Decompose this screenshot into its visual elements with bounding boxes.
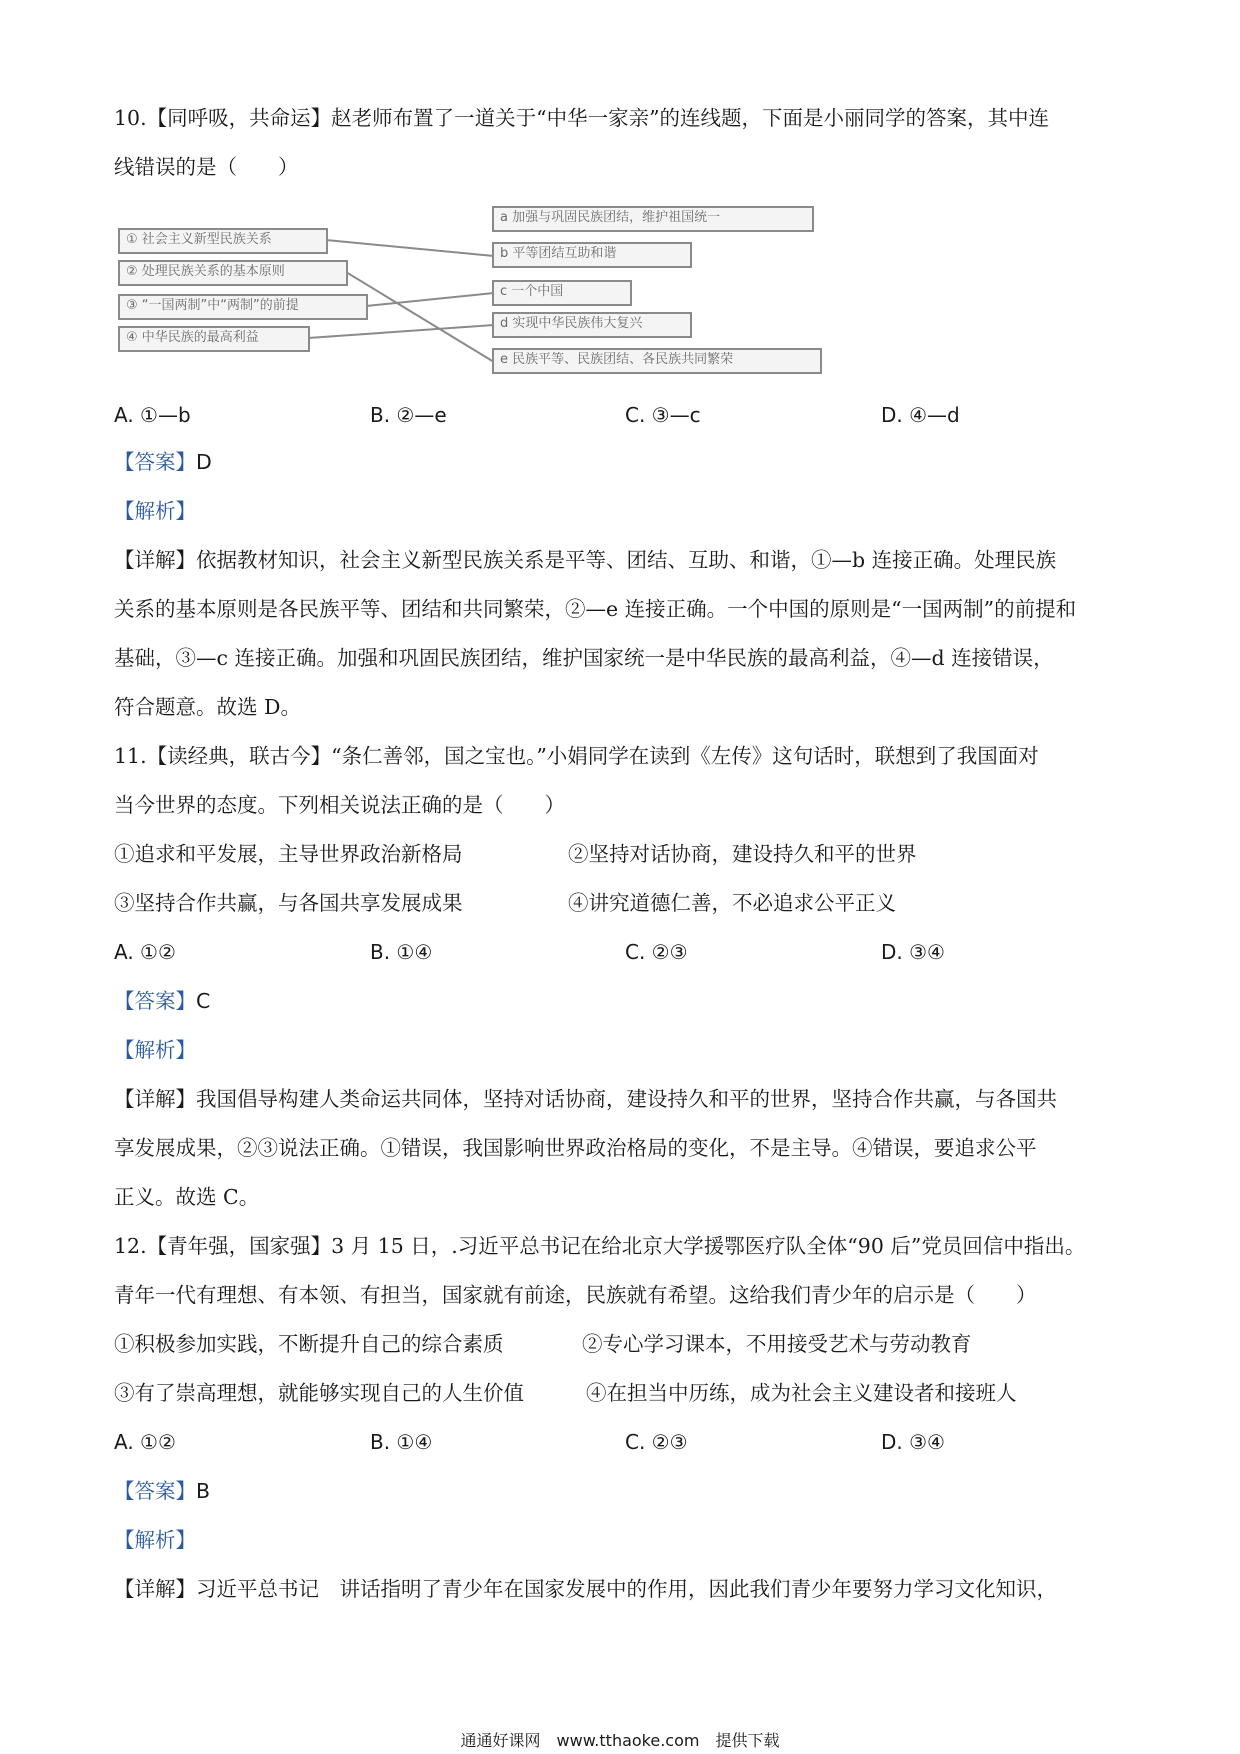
answer-label: 【答案】 — [114, 1479, 196, 1503]
q11-detail-line1 — [114, 1084, 1057, 1114]
q12-statement-3: ③有了崇高理想，就能够实现自己的人生价值 — [114, 1381, 524, 1405]
q10-option-b: B. ②—e — [370, 403, 447, 427]
q12-stem-line1: 12.【青年强，国家强】3 月 15 日，.习近平总书记在给北京大学援鄂医疗队全体“90 后”党员回信中指出。 — [114, 1234, 1086, 1258]
q12-detail-line1 — [114, 1574, 1057, 1604]
q10-analysis — [114, 496, 196, 526]
q10-option-c: C. ③—c — [625, 403, 701, 427]
detail-text: 习近平总书记 讲话指明了青少年在国家发展中的作用，因此我们青少年要努力学习文化知识， — [196, 1577, 1057, 1601]
left-item-1: ① 社会主义新型民族关系 — [118, 228, 328, 254]
answer-value: B — [196, 1479, 211, 1503]
q12-option-b: B. ①④ — [370, 1430, 433, 1454]
q11-statement-1: ①追求和平发展，主导世界政治新格局 — [114, 842, 463, 866]
q12-stem-line2: 青年一代有理想、有本领、有担当，国家就有前途，民族就有希望。这给我们青少年的启示是（ ） — [114, 1283, 1037, 1307]
right-item-e: e 民族平等、民族团结、各民族共同繁荣 — [492, 348, 822, 374]
q11-statement-4: ④讲究道德仁善，不必追求公平正义 — [568, 891, 896, 915]
link-2-e — [346, 272, 494, 362]
q11-stem-line2: 当今世界的态度。下列相关说法正确的是（ ） — [114, 793, 565, 817]
answer-value: D — [196, 450, 212, 474]
q12-analysis — [114, 1525, 196, 1555]
q10-stem-line1: 10.【同呼吸，共命运】赵老师布置了一道关于“中华一家亲”的连线题，下面是小丽同学的答案，其中连 — [114, 106, 1050, 130]
q11-answer — [114, 986, 210, 1016]
left-item-3: ③ “一国两制”中“两制”的前提 — [118, 294, 368, 320]
q12-option-d: D. ③④ — [881, 1430, 945, 1454]
q12-statement-2: ②专心学习课本，不用接受艺术与劳动教育 — [582, 1332, 972, 1356]
right-item-a: a 加强与巩固民族团结，维护祖国统一 — [492, 206, 814, 232]
answer-label: 【答案】 — [114, 450, 196, 474]
q10-answer — [114, 447, 212, 477]
q10-option-d: D. ④—d — [881, 403, 960, 427]
answer-value: C — [196, 989, 211, 1013]
right-item-b: b 平等团结互助和谐 — [492, 242, 692, 268]
q11-option-d: D. ③④ — [881, 940, 945, 964]
q10-option-a: A. ①—b — [114, 403, 191, 427]
q12-statement-1: ①积极参加实践，不断提升自己的综合素质 — [114, 1332, 504, 1356]
detail-label: 【详解】 — [114, 1087, 196, 1111]
detail-label: 【详解】 — [114, 548, 196, 572]
answer-label: 【答案】 — [114, 989, 196, 1013]
analysis-label: 【解析】 — [114, 499, 196, 523]
page-footer: 通通好课网 www.tthaoke.com 提供下载 — [460, 1731, 780, 1750]
q10-detail-line3: 基础，③—c 连接正确。加强和巩固民族团结，维护国家统一是中华民族的最高利益，④—d 连接错误， — [114, 646, 1054, 670]
right-item-c: c 一个中国 — [492, 280, 632, 306]
link-1-b — [326, 240, 494, 256]
link-4-d — [308, 325, 494, 338]
left-item-2: ② 处理民族关系的基本原则 — [118, 260, 348, 286]
detail-text: 我国倡导构建人类命运共同体，坚持对话协商，建设持久和平的世界，坚持合作共赢，与各国共 — [196, 1087, 1057, 1111]
q11-statement-3: ③坚持合作共赢，与各国共享发展成果 — [114, 891, 463, 915]
q11-analysis — [114, 1035, 196, 1065]
q10-detail-line2: 关系的基本原则是各民族平等、团结和共同繁荣，②—e 连接正确。一个中国的原则是“一国两制”的前提和 — [114, 597, 1077, 621]
analysis-label: 【解析】 — [114, 1528, 196, 1552]
q11-detail-line3: 正义。故选 C。 — [114, 1185, 260, 1209]
matching-diagram — [114, 192, 826, 382]
q11-option-a: A. ①② — [114, 940, 176, 964]
q11-option-b: B. ①④ — [370, 940, 433, 964]
detail-text: 依据教材知识，社会主义新型民族关系是平等、团结、互助、和谐，①—b 连接正确。处理民族 — [196, 548, 1057, 572]
q11-stem-line1: 11.【读经典，联古今】“条仁善邻，国之宝也。”小娟同学在读到《左传》这句话时，联想到了我国面对 — [114, 744, 1039, 768]
q11-statement-2: ②坚持对话协商，建设持久和平的世界 — [568, 842, 917, 866]
right-item-d: d 实现中华民族伟大复兴 — [492, 312, 692, 338]
q11-detail-line2: 享发展成果，②③说法正确。①错误，我国影响世界政治格局的变化，不是主导。④错误，要追求公平 — [114, 1136, 1037, 1160]
q12-statement-4: ④在担当中历练，成为社会主义建设者和接班人 — [586, 1381, 1017, 1405]
q12-option-a: A. ①② — [114, 1430, 176, 1454]
q12-answer — [114, 1476, 210, 1506]
detail-label: 【详解】 — [114, 1577, 196, 1601]
q10-detail-line1 — [114, 545, 1056, 575]
analysis-label: 【解析】 — [114, 1038, 196, 1062]
q12-option-c: C. ②③ — [625, 1430, 688, 1454]
q10-detail-line4: 符合题意。故选 D。 — [114, 695, 301, 719]
q11-option-c: C. ②③ — [625, 940, 688, 964]
left-item-4: ④ 中华民族的最高利益 — [118, 326, 310, 352]
q10-stem-line2: 线错误的是（ ） — [114, 155, 299, 179]
